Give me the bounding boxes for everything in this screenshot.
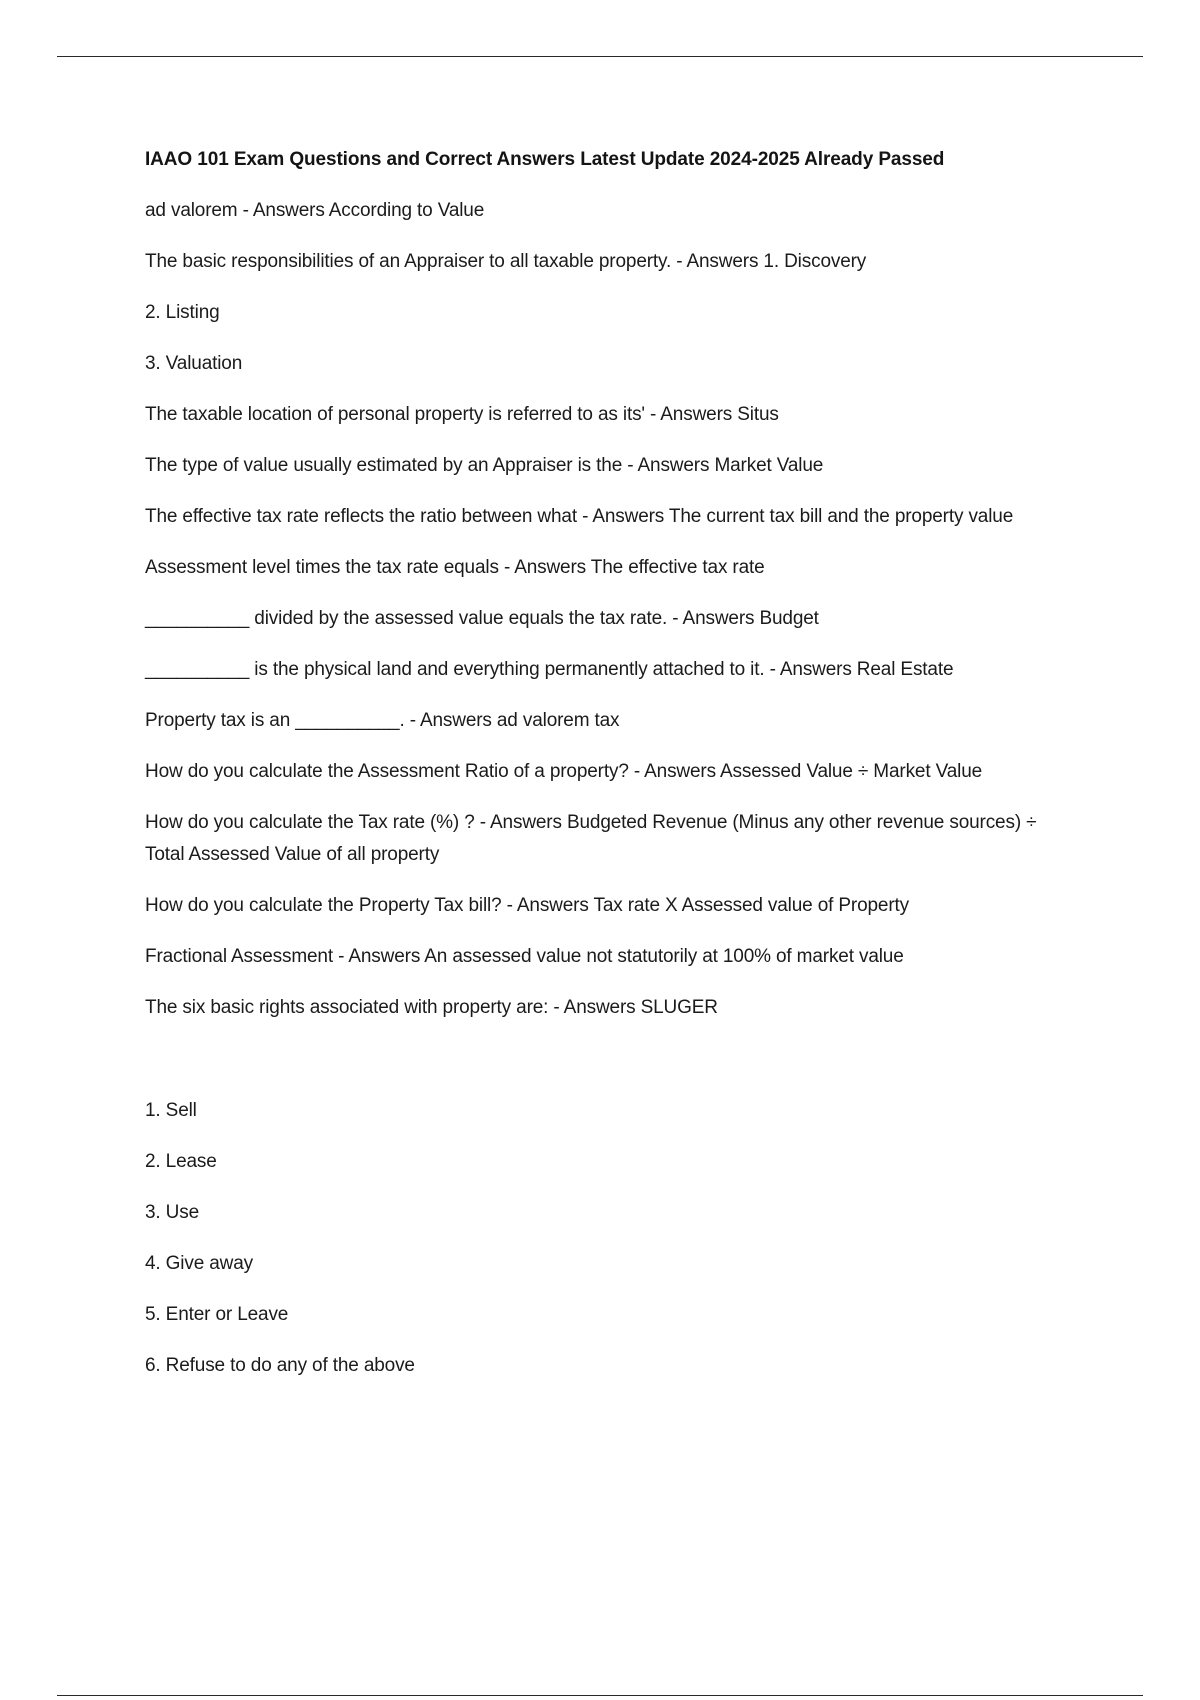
qa-line: The taxable location of personal property is referred to as its' - Answers Situs: [145, 404, 779, 425]
qa-line: Property tax is an __________. - Answers ad valorem tax: [145, 710, 620, 731]
list-item: 4. Give away: [145, 1253, 254, 1274]
list-item: 3. Use: [145, 1202, 200, 1223]
qa-line: __________ divided by the assessed value equals the tax rate. - Answers Budget: [145, 608, 819, 629]
qa-line: 2. Listing: [145, 302, 220, 323]
list-item: 6. Refuse to do any of the above: [145, 1355, 415, 1376]
bottom-rule: [57, 1695, 1143, 1696]
qa-line: How do you calculate the Tax rate (%) ? - Answers Budgeted Revenue (Minus any other revenue sources) ÷ Total Assessed Value of all property: [145, 812, 1037, 865]
paragraph-gap: [145, 1043, 1065, 1095]
list-item: 2. Lease: [145, 1151, 217, 1172]
qa-line: The type of value usually estimated by an Appraiser is the - Answers Market Value: [145, 455, 824, 476]
list-item: 5. Enter or Leave: [145, 1304, 289, 1325]
document-body: [145, 145, 1065, 1401]
qa-line: How do you calculate the Property Tax bill? - Answers Tax rate X Assessed value of Property: [145, 895, 909, 916]
qa-line: __________ is the physical land and everything permanently attached to it. - Answers Real Estate: [145, 659, 954, 680]
qa-line: The effective tax rate reflects the ratio between what - Answers The current tax bill and the property value: [145, 506, 1014, 527]
qa-line: The six basic rights associated with property are: - Answers SLUGER: [145, 997, 718, 1018]
qa-line: Assessment level times the tax rate equals - Answers The effective tax rate: [145, 557, 765, 578]
qa-line: The basic responsibilities of an Appraiser to all taxable property. - Answers 1. Discovery: [145, 251, 867, 272]
top-rule: [57, 56, 1143, 57]
qa-line: ad valorem - Answers According to Value: [145, 200, 485, 221]
qa-line: Fractional Assessment - Answers An assessed value not statutorily at 100% of market value: [145, 946, 904, 967]
document-title: IAAO 101 Exam Questions and Correct Answers Latest Update 2024-2025 Already Passed: [145, 149, 945, 170]
qa-line: 3. Valuation: [145, 353, 243, 374]
list-item: 1. Sell: [145, 1100, 197, 1121]
qa-line: How do you calculate the Assessment Ratio of a property? - Answers Assessed Value ÷ Market Value: [145, 761, 983, 782]
